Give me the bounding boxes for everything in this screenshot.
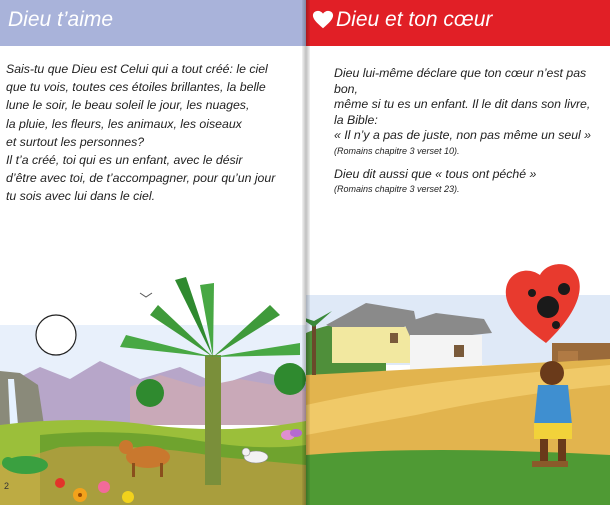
left-body-line: et surtout les personnes? (6, 134, 145, 149)
left-body-line: la pluie, les fleurs, les animaux, les oiseaux (6, 116, 242, 131)
left-body-line: d’être avec toi, de t’accompagner, pour qu’un jour (6, 171, 276, 186)
left-body-text (6, 60, 296, 206)
left-header-band (0, 0, 306, 46)
bible-reference: (Romains chapitre 3 verset 10). (334, 145, 460, 156)
left-body-line: lune le soir, le beau soleil le jour, les nuages, (6, 98, 250, 113)
right-body-line: même si tu es un enfant. Il le dit dans son livre, (334, 97, 591, 111)
house-icon (404, 313, 492, 371)
left-page-title: Dieu t’aime (8, 8, 114, 31)
right-body-line: Dieu lui-même déclare que ton cœur n’est pas bon, (334, 66, 587, 96)
left-body-line: Sais-tu que Dieu est Celui qui a tout créé: le ciel (6, 62, 268, 76)
page-gutter (302, 0, 310, 505)
right-body-line: Dieu dit aussi que « tous ont péché » (334, 166, 537, 181)
left-body-line: que tu vois, toutes ces étoiles brillantes, la belle (6, 80, 266, 95)
left-body-line: Il t’a créé, toi qui es un enfant, avec le désir (6, 153, 243, 168)
sun-icon (36, 315, 76, 355)
left-body-line: tu sois avec lui dans le ciel. (6, 189, 156, 204)
right-body-line: « Il n’y a pas de juste, non pas même un seul » (334, 128, 592, 142)
sad-heart-illustration (306, 255, 610, 505)
right-page-title: Dieu et ton cœur (336, 8, 493, 31)
page-number: 2 (4, 481, 10, 491)
bible-reference: (Romains chapitre 3 verset 23). (334, 184, 460, 194)
right-page (306, 0, 610, 505)
right-header-band (306, 0, 610, 46)
right-body-text (334, 66, 610, 195)
creation-illustration (0, 275, 306, 505)
heart-icon (312, 9, 334, 31)
right-body-line: la Bible: (334, 112, 378, 127)
